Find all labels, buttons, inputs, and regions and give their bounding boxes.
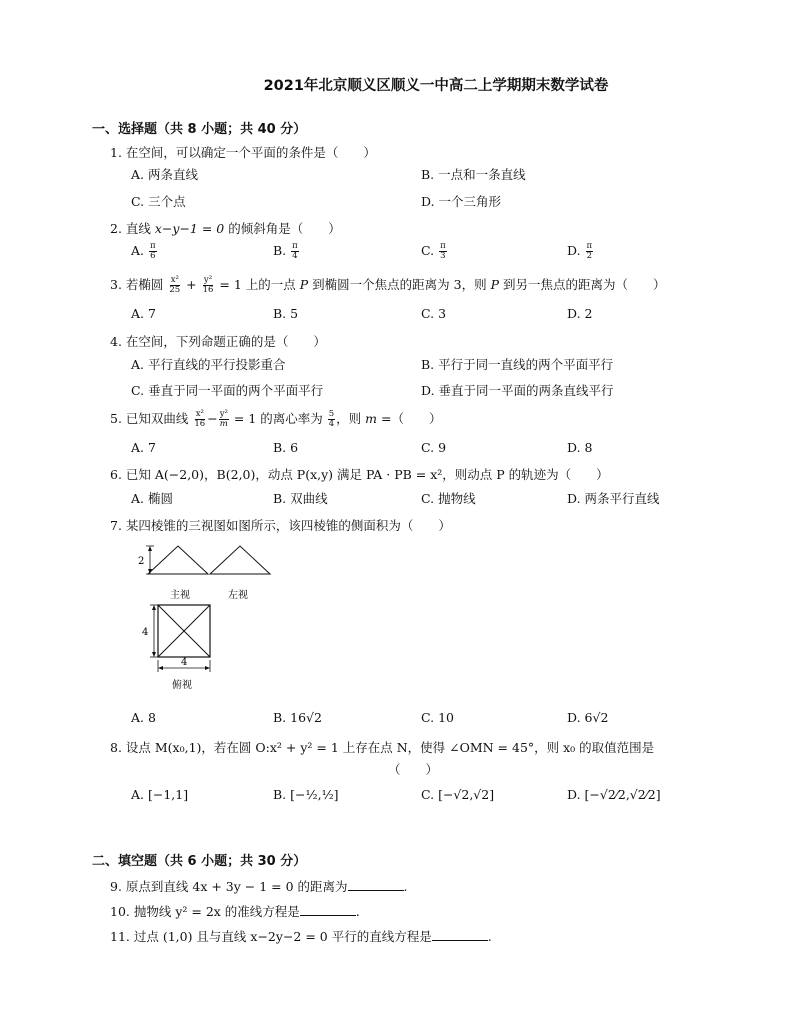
q5-option-d[interactable]: D. 8: [567, 440, 593, 455]
height-label: 2: [138, 556, 145, 567]
question-8-bracket: （ ）: [388, 762, 439, 777]
q7-option-b[interactable]: B. 16√2: [273, 710, 322, 725]
question-6: 6. 已知 A(−2,0)，B(2,0)，动点 P(x,y) 满足 PA · PB = x²，则动点 P 的轨迹为（ ）: [110, 467, 609, 482]
section-heading-fill: 二、填空题（共 6 小题；共 30 分）: [92, 854, 307, 869]
question-8: 8. 设点 M(x₀,1)，若在圆 O:x² + y² = 1 上存在点 N，使得 ∠OMN = 45°，则 x₀ 的取值范围是: [110, 740, 655, 755]
side-view-label: 左视: [228, 590, 248, 601]
q5-option-b[interactable]: B. 6: [273, 440, 299, 455]
q3-option-d[interactable]: D. 2: [567, 306, 593, 321]
q2-option-c[interactable]: C. $\frac{\pi}{3}$: [421, 241, 446, 261]
q3-option-a[interactable]: A. 7: [131, 306, 156, 321]
bottom-length-label: 4: [181, 657, 188, 668]
q6-option-a[interactable]: A. 椭圆: [131, 491, 173, 506]
question-9: 9. 原点到直线 4x + 3y − 1 = 0 的距离为 .: [110, 879, 408, 894]
front-view-triangle: [148, 546, 208, 574]
q5-option-c[interactable]: C. 9: [421, 440, 447, 455]
q3-option-b[interactable]: B. 5: [273, 306, 299, 321]
question-11: 11. 过点 (1,0) 且与直线 x−2y−2 = 0 平行的直线方程是 .: [110, 929, 492, 944]
question-10: 10. 抛物线 y² = 2x 的准线方程是 .: [110, 904, 360, 919]
section-heading-choice: 一、选择题（共 8 小题；共 40 分）: [92, 122, 307, 137]
q7-option-d[interactable]: D. 6√2: [567, 710, 609, 725]
q1-option-b[interactable]: B. 一点和一条直线: [421, 167, 526, 182]
q8-option-c[interactable]: C. [−√2,√2]: [421, 787, 495, 802]
q2-option-b[interactable]: B. $\frac{\pi}{4}$: [273, 241, 298, 261]
q1-option-c[interactable]: C. 三个点: [131, 194, 186, 209]
answer-blank-9[interactable]: [348, 878, 404, 891]
question-3: 3. 若椭圆 $\frac{\text{x²}}{25}$ + $\frac{\text{y²}}{16}$ = 1 上的一点 P 到椭圆一个焦点的距离为 3，则 P 到另一焦点的距离为（ ）: [110, 275, 666, 295]
q1-option-d[interactable]: D. 一个三角形: [421, 194, 502, 209]
question-7: 7. 某四棱锥的三视图如图所示，该四棱锥的侧面积为（ ）: [110, 518, 451, 533]
q6-option-d[interactable]: D. 两条平行直线: [567, 491, 660, 506]
q8-option-a[interactable]: A. [−1,1]: [131, 787, 189, 802]
question-5: 5. 已知双曲线 $\frac{\text{x²}}{16}$ − $\frac{\text{y²}}{m}$ = 1 的离心率为 $\frac{5}{4}$ ，则 m =（ ）: [110, 409, 442, 429]
q6-option-b[interactable]: B. 双曲线: [273, 491, 328, 506]
q6-option-c[interactable]: C. 抛物线: [421, 491, 476, 506]
q2-option-a[interactable]: A. $\frac{\pi}{6}$: [131, 241, 156, 261]
q8-option-b[interactable]: B. [−½,½]: [273, 787, 339, 802]
question-2: 2. 直线 x−y−1 = 0 的倾斜角是（ ）: [110, 221, 341, 236]
q8-option-d[interactable]: D. [−√2⁄2,√2⁄2]: [567, 787, 661, 802]
q7-option-a[interactable]: A. 8: [131, 710, 156, 725]
q1-option-a[interactable]: A. 两条直线: [131, 167, 198, 182]
side-view-triangle: [210, 546, 270, 574]
front-view-label: 主视: [170, 590, 190, 601]
q5-option-a[interactable]: A. 7: [131, 440, 156, 455]
question-4: 4. 在空间，下列命题正确的是（ ）: [110, 334, 326, 349]
question-1: 1. 在空间，可以确定一个平面的条件是（ ）: [110, 145, 376, 160]
q3-option-c[interactable]: C. 3: [421, 306, 447, 321]
q4-option-d[interactable]: D. 垂直于同一平面的两条直线平行: [421, 383, 614, 398]
side-length-label: 4: [142, 627, 149, 638]
answer-blank-11[interactable]: [432, 928, 488, 941]
q4-option-a[interactable]: A. 平行直线的平行投影重合: [131, 357, 286, 372]
page-title: 2021年北京顺义区顺义一中高二上学期期末数学试卷: [263, 78, 609, 94]
answer-blank-10[interactable]: [300, 903, 356, 916]
q4-option-c[interactable]: C. 垂直于同一平面的两个平面平行: [131, 383, 324, 398]
top-view-label: 俯视: [172, 680, 192, 691]
q2-option-d[interactable]: D. $\frac{\pi}{2}$: [567, 241, 593, 261]
q4-option-b[interactable]: B. 平行于同一直线的两个平面平行: [421, 357, 614, 372]
three-view-figure: [130, 540, 280, 700]
q7-option-c[interactable]: C. 10: [421, 710, 454, 725]
